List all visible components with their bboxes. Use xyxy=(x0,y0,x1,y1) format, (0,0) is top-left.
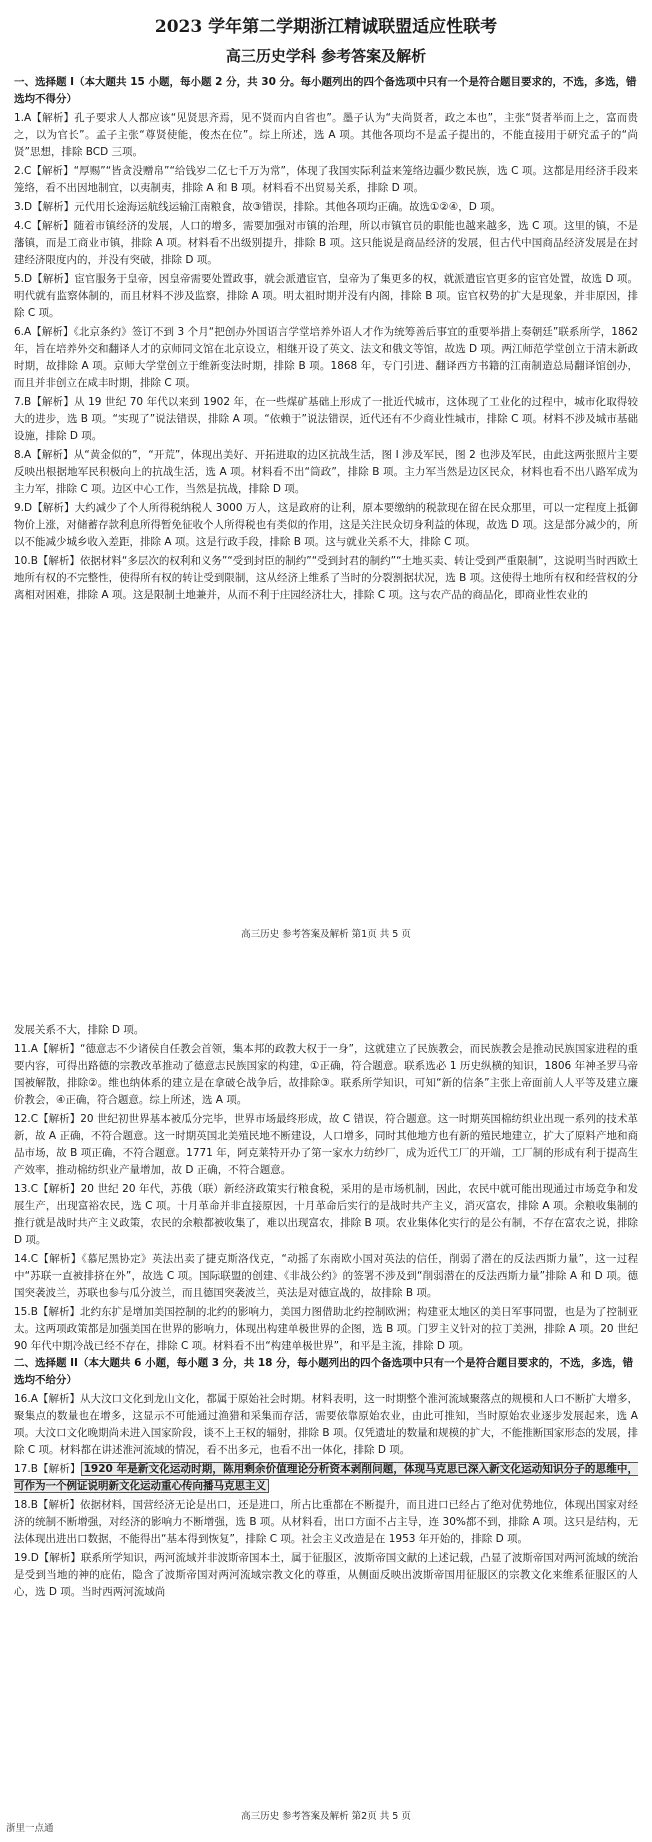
answer-item: 19.D【解析】联系所学知识，两河流域并非波斯帝国本土，属于征服区，波斯帝国文献的上述记载，凸显了波斯帝国对两河流域的统治是受到当地的神的庇佑，隐含了波斯帝国对两河流域宗教文化的尊重，从侧面反映出波斯帝国用征服区的宗教文化来维系征服区的人心，选 D 项。当时西两河流域尚 xyxy=(14,1552,638,1598)
answer-item: 12.C【解析】20 世纪初世界基本被瓜分完毕，世界市场最终形成，故 C 错误，符合题意。这一时期英国棉纺织业出现一系列的技术革新，故 A 正确，不符合题意。这一时期英国北美殖民地不断建设，人口增多，同时其他地方也有新的殖民地建立，扩大了原料产地和商品市场，故 B 项正确，不符合题意。1771 年，阿克莱特开办了第一家水力纺纱厂，成为近代工厂的开端，工厂制的形成有利于提高生产效率，推动棉纺织业产量增加，故 D 正确，不符合题意。 xyxy=(14,1113,638,1176)
section-heading-2: 二、选择题 II（本大题共 6 小题，每小题 3 分，共 18 分，每小题列出的四个备选项中只有一个是符合题目要求的，不选，多选，错选均不给分） xyxy=(14,1357,634,1386)
answer-item: 14.C【解析】《慕尼黑协定》英法出卖了捷克斯洛伐克，“动摇了东南欧小国对英法的信任，削弱了潜在的反法西斯力量”，这一过程中“苏联一直被排挤在外”，故选 C 项。国际联盟的创建、《非战公约》的签署不涉及到“削弱潜在的反法西斯力量”排除 A 和 D 项。德国突袭波兰，苏联也参与瓜分波兰，而且德国突袭波兰，英法是对德宣战的，故排除 B 项。 xyxy=(14,1253,638,1299)
page-1-content xyxy=(14,12,638,604)
answer-item-head: 17.B【解析】 xyxy=(14,1463,81,1475)
answer-item: 3.D【解析】元代用长途海运航线运输江南粮食，故③错误，排除。其他各项均正确。故选①②④，D 项。 xyxy=(14,201,502,213)
answer-item: 4.C【解析】随着市镇经济的发展，人口的增多，需要加强对市镇的治理，所以市镇官员的职能也越来越多，选 C 项。这里的镇，不是藩镇，而是工商业市镇，排除 A 项。材料看不出级别提升，排除 B 项。这只能说是商品经济的发展，但古代中国商品经济发展是在封建经济限度内的，并没有突破，排除 D 项。 xyxy=(14,220,638,266)
answer-item: 7.B【解析】从 19 世纪 70 年代以来到 1902 年，在一些煤矿基础上形成了一批近代城市，这体现了工业化的过程中，城市化取得较大的进步，选 B 项。“实现了”说法错误，排除 A 项。“依赖于”说法错误，近代还有不少商业性城市，排除 C 项。材料不涉及城市基础设施，排除 D 项。 xyxy=(14,396,638,442)
answer-item: 5.D【解析】宦官服务于皇帝，因皇帝需要处置政事，就会派遣宦官，皇帝为了集更多的权，就派遣宦官更多的宦官处置，故选 D 项。明代就有监察体制的，而且材料不涉及监察，排除 A 项。明太祖时期并没有内阁，排除 B 项。宦官权势的扩大是现象，并非原因，排除 C 项。 xyxy=(14,273,638,319)
highlighted-answer-text: 1920 年是新文化运动时期，陈用剩余价值理论分析资本剥削问题，体现马克思已深入新文化运动知识分子的思维中，可作为一个例证说明新文化运动重心传向播马克思主义 xyxy=(14,1463,638,1492)
exam-title: 2023 学年第二学期浙江精诚联盟适应性联考 xyxy=(154,17,498,37)
answer-item: 9.D【解析】大约减少了个人所得税纳税人 3000 万人，这是政府的让利，原本要缴纳的税款现在留在民众那里，可以一定程度上抵御物价上涨，对储蓄存款利息所得暂免征收个人所得税也有类似的作用，这是关注民众切身利益的体现，故选 D 项。这是部分减少的，所以不能减少城乡收入差距，排除 A 项。这是行政手段，排除 B 项。这与就业关系不大，排除 C 项。 xyxy=(14,502,638,548)
exam-subtitle: 高三历史学科 参考答案及解析 xyxy=(225,47,427,65)
answer-item: 6.A【解析】《北京条约》签订不到 3 个月“把创办外国语言学堂培养外语人才作为统筹善后事宜的重要举措上奏朝廷”联系所学，1862 年，旨在培养外交和翻译人才的京师同文馆在北京设立，相继开设了英文、法文和俄文等馆，故选 D 项。两江师范学堂创立于清末新政时期，故排除 A 项。京师大学堂创立于维新变法时期，排除 B 项。1868 年，专门引进、翻译西方书籍的江南制造总局翻译馆创办，而且并非创立在咸丰时期，排除 C 项。 xyxy=(14,326,638,389)
answer-item: 13.C【解析】20 世纪 20 年代，苏俄（联）新经济政策实行粮食税，采用的是市场机制，因此，农民中就可能出现通过市场竞争和发展生产，出现富裕农民，选 C 项。十月革命并非直接原因，十月革命后实行的是战时共产主义，消灭富农，排除 A 项。余粮收集制的推行就是战时共产主义政策，农民的余粮都被收集了，难以出现富农，排除 B 项。农业集体化实行的是公有制，不存在富农之说，排除 D 项。 xyxy=(14,1183,638,1246)
answer-item: 1.A【解析】孔子要求人人都应该“见贤思齐焉，见不贤而内自省也”。墨子认为“夫尚贤者，政之本也”，主张“贤者举而上之，富而贵之，以为官长”。孟子主张“尊贤使能，俊杰在位”。综上所述，选 A 项。其他各项均不是孟子提出的，不能直接用于研究孟子的“尚贤”思想，排除 BCD 三项。 xyxy=(14,112,638,158)
answer-item: 8.A【解析】从“黄金似的”，“开荒”，体现出美好、开拓进取的边区抗战生活，图 I 涉及军民，图 2 也涉及军民，由此这两张照片主要反映出根据地军民积极向上的抗战生活，选 A 项。材料看不出“筒政”，排除 B 项。主力军当然是边区民众，材料也看不出八路军成为主力军，排除 C 项。边区中心工作，当然是抗战，排除 D 项。 xyxy=(14,449,638,495)
page-1-footer: 高三历史 参考答案及解析 第1页 共 5 页 xyxy=(241,929,411,940)
section-heading-1: 一、选择题 I（本大题共 15 小题，每小题 2 分，共 30 分。每小题列出的四个备选项中只有一个是符合题目要求的，不选，多选，错选均不得分） xyxy=(14,76,637,105)
answer-item: 2.C【解析】“厚赐”“皆贪没赠帛”“给钱岁二亿七千万为常”，体现了我国实际利益来笼络边疆少数民族，选 C 项。这都是用经济手段来笼络，看不出因地制宜，以夷制夷，排除 A 和 B 项。材料看不出贸易关系，排除 D 项。 xyxy=(14,165,638,194)
continuation-text: 发展关系不大，排除 D 项。 xyxy=(14,1024,145,1036)
answer-page-2 xyxy=(0,1000,652,1842)
page-2-footer: 高三历史 参考答案及解析 第2页 共 5 页 xyxy=(241,1811,411,1822)
answer-item-highlighted xyxy=(14,1461,638,1495)
answer-item: 10.B【解析】依据材料“多层次的权利和义务”“受到封臣的制约”“受到封君的制约”“土地买卖、转让受到严重限制”，这说明当时西欧土地所有权的不完整性，使得所有权的转让受到限制，这从经济上维系了当时的分裂割据状况，选 B 项。这使得土地所有权和经营权的分离相对困难，排除 A 项。这是限制土地兼并，从而不利于庄园经济壮大，排除 C 项。这与农产品的商品化，即商业性农业的 xyxy=(14,555,638,601)
answer-item: 11.A【解析】“德意志不少诸侯自任教会首领，集本邦的政教大权于一身”，这就建立了民族教会，而民族教会是推动民族国家进程的重要内容，可得出路德的宗教改革推动了德意志民族国家的构建，①正确，符合题意。联系选必 1 历史纵横的知识，1806 年神圣罗马帝国被解散，排除②。维也纳体系的建立是在拿破仑战争后，故排除③。联系所学知识，可知“新的信条”主张上帝面前人人平等及建立廉价教会，④正确，符合题意。综上所述，选 A 项。 xyxy=(14,1043,638,1106)
watermark-text: 浙里一点通 xyxy=(6,1823,54,1834)
answer-item: 18.B【解析】依据材料，国营经济无论是出口，还是进口，所占比重都在不断提升，而且进口已经占了绝对优势地位，体现出国家对经济的统制不断增强，对经济的影响力不断增强，选 B 项。从材料看，出口方面不占主导，连 30%都不到，排除 A 项。这只是结构，无法体现出进出口数据，不能得出“基本得到恢复”，排除 C 项。社会主义改造是在 1953 年开始的，排除 D 项。 xyxy=(14,1499,638,1545)
answer-item: 16.A【解析】从大汶口文化到龙山文化，都属于原始社会时期。材料表明，这一时期整个淮河流域聚落点的规模和人口不断扩大增多，聚集点的数量也在增多，这显示不可能通过渔猎和采集而存活，需要依靠原始农业，由此可推知，当时原始农业逐步发展起来，选 A 项。大汶口文化晚期尚未进入国家阶段，谈不上王权的辐射，排除 B 项。仅凭遗址的数量和规模的扩大，不能推断国家形态的发展，排除 C 项。材料都在讲述淮河流域的情况，看不出多元，也看不出一体化，排除 D 项。 xyxy=(14,1393,638,1456)
page-2-content xyxy=(14,1020,638,1601)
answer-item: 15.B【解析】北约东扩是增加美国控制的北约的影响力，美国力图借助北约控制欧洲；构建亚太地区的美日军事同盟，也是为了控制亚太。这两项政策都是加强美国在世界的影响力，体现出构建单极世界的企图，选 B 项。门罗主义针对的拉丁美洲，排除 A 项。20 世纪 90 年代中期冷战已经不存在，排除 C 项。材料看不出“构建单极世界”，和平是主流，排除 D 项。 xyxy=(14,1306,638,1352)
